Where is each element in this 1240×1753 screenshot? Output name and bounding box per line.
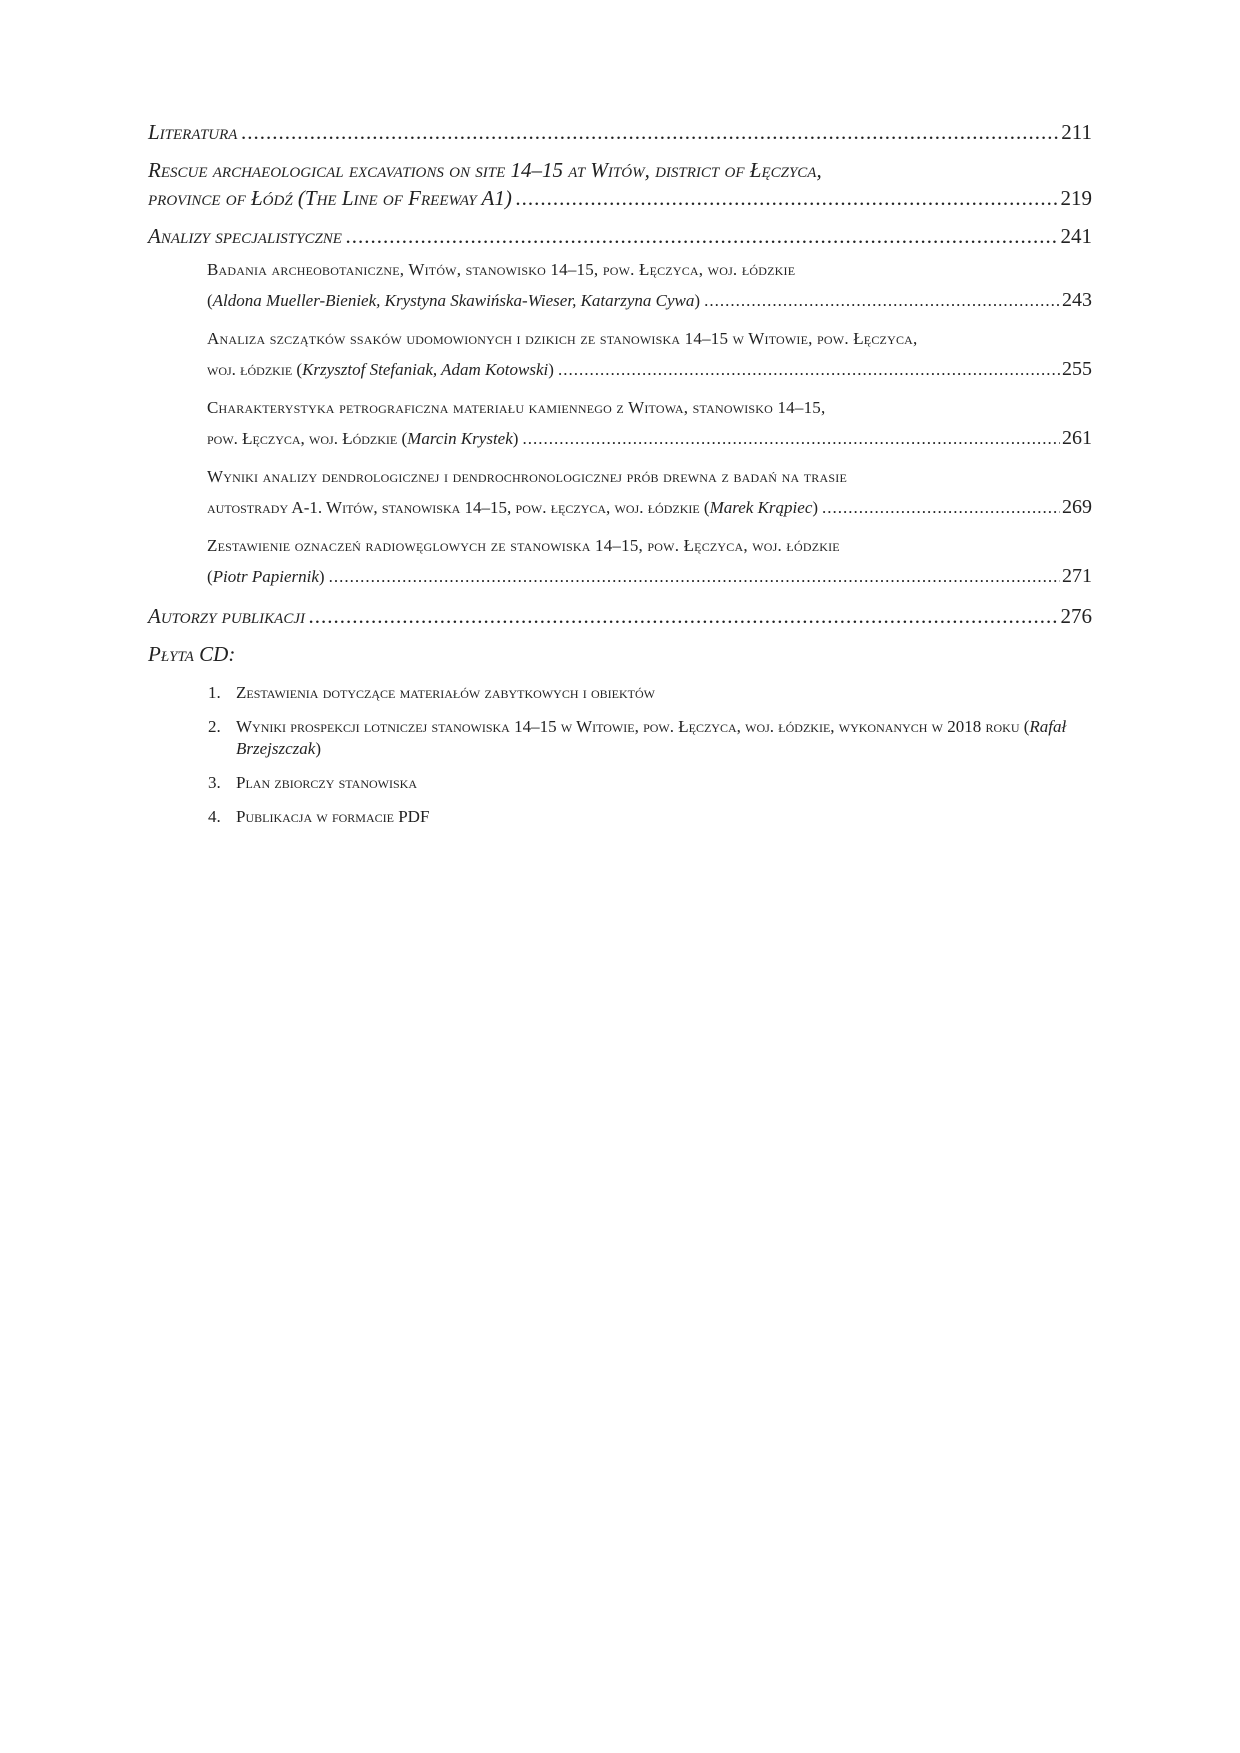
toc-subentry-suffix: ) <box>512 429 519 448</box>
toc-subentry-authors: Piotr Papiernik <box>212 567 319 586</box>
toc-page-number: 241 <box>1060 224 1092 248</box>
dot-leader <box>241 118 1059 146</box>
list-item-text <box>236 806 1076 828</box>
toc-subentry-suffix: ) <box>694 291 701 310</box>
list-item-label: Wyniki prospekcji lotniczej stanowiska 14–15 w Witowie, pow. Łęczyca, woj. łódzkie, wykonanych w 2018 roku ( <box>236 717 1030 736</box>
list-item-text <box>236 682 1076 704</box>
toc-entry-rescue-excavations[interactable] <box>148 156 1092 212</box>
toc-entry-title-line1: Rescue archaeological excavations on site 14–15 at Witów, district of Łęczyca, <box>148 158 822 182</box>
toc-subentry[interactable] <box>207 461 1092 523</box>
list-number: 2. <box>208 717 221 736</box>
list-number: 4. <box>208 807 221 826</box>
list-item-suffix: ) <box>315 739 321 758</box>
toc-subentry-authors: Marek Krąpiec <box>709 498 813 517</box>
toc-subentry-suffix: ) <box>318 567 325 586</box>
list-item-author: Rafał Brzejszczak <box>236 717 1067 758</box>
dot-leader <box>558 354 1060 385</box>
toc-subentry-prefix: ( <box>207 291 213 310</box>
toc-subentry[interactable] <box>207 323 1092 385</box>
toc-subentry-title: Analiza szczątków ssaków udomowionych i dzikich ze stanowiska 14–15 w Witowie, pow. Łęczyca, <box>207 329 918 348</box>
toc-page-number: 269 <box>1062 496 1092 518</box>
toc-subentry-title: Zestawienie oznaczeń radiowęglowych ze stanowiska 14–15, pow. Łęczyca, woj. łódzkie <box>207 536 840 555</box>
toc-entry-title: Autorzy publikacji <box>148 604 305 628</box>
list-item <box>208 682 1092 704</box>
toc-subentry[interactable] <box>207 254 1092 316</box>
list-item-text <box>236 716 1076 760</box>
toc-subentry-prefix: pow. Łęczyca, woj. Łódzkie ( <box>207 429 408 448</box>
toc-entry-autorzy-publikacji[interactable] <box>148 602 1092 630</box>
toc-page-number: 211 <box>1061 120 1092 144</box>
toc-subentry[interactable] <box>207 530 1092 592</box>
list-item-label: Plan zbiorczy stanowiska <box>236 773 417 792</box>
toc-page-number: 271 <box>1062 565 1092 587</box>
toc-entry-title: Analizy specjalistyczne <box>148 224 342 248</box>
dot-leader <box>522 423 1060 454</box>
toc-page-number: 276 <box>1060 604 1092 628</box>
toc-subentries <box>148 254 1092 592</box>
dot-leader <box>329 561 1060 592</box>
toc-subentry-authors: Krzysztof Stefaniak, Adam Kotowski <box>302 360 549 379</box>
toc-subentry[interactable] <box>207 392 1092 454</box>
toc-subentry-title: Charakterystyka petrograficzna materiału kamiennego z Witowa, stanowisko 14–15, <box>207 398 826 417</box>
dot-leader <box>346 222 1059 250</box>
toc-subentry-title: Wyniki analizy dendrologicznej i dendrochronologicznej prób drewna z badań na trasie <box>207 467 847 486</box>
list-item-label: Publikacja w formacie PDF <box>236 807 430 826</box>
toc-entry-title-line2: province of Łódź (The Line of Freeway A1) <box>148 186 512 210</box>
toc-page-number: 243 <box>1062 289 1092 311</box>
table-of-contents <box>148 118 1092 840</box>
toc-subentry-authors: Aldona Mueller-Bieniek, Krystyna Skawińska-Wieser, Katarzyna Cywa <box>212 291 695 310</box>
dot-leader <box>516 184 1059 212</box>
list-item-label: Zestawienia dotyczące materiałów zabytkowych i obiektów <box>236 683 655 702</box>
toc-subentry-prefix: autostrady A-1. Witów, stanowiska 14–15, pow. łęczyca, woj. łódzkie ( <box>207 498 710 517</box>
cd-contents-list <box>208 682 1092 828</box>
list-item-text <box>236 772 1076 794</box>
toc-page-number: 261 <box>1062 427 1092 449</box>
list-item <box>208 772 1092 794</box>
toc-subentry-prefix: woj. łódzkie ( <box>207 360 303 379</box>
list-item <box>208 716 1092 760</box>
toc-subentry-authors: Marcin Krystek <box>407 429 513 448</box>
dot-leader <box>704 285 1060 316</box>
dot-leader <box>309 602 1059 630</box>
toc-entry-analizy-specjalistyczne[interactable] <box>148 222 1092 250</box>
toc-subentry-title: Badania archeobotaniczne, Witów, stanowisko 14–15, pow. Łęczyca, woj. łódzkie <box>207 260 796 279</box>
toc-page-number: 255 <box>1062 358 1092 380</box>
toc-subentry-suffix: ) <box>812 498 819 517</box>
list-number: 1. <box>208 683 221 702</box>
toc-entry-title: Literatura <box>148 120 238 144</box>
dot-leader <box>822 492 1060 523</box>
toc-entry-literatura[interactable] <box>148 118 1092 146</box>
list-number: 3. <box>208 773 221 792</box>
toc-subentry-prefix: ( <box>207 567 213 586</box>
list-item <box>208 806 1092 828</box>
toc-page-number: 219 <box>1060 186 1092 210</box>
toc-subentry-suffix: ) <box>548 360 554 379</box>
cd-section-heading: Płyta CD: <box>148 642 236 666</box>
